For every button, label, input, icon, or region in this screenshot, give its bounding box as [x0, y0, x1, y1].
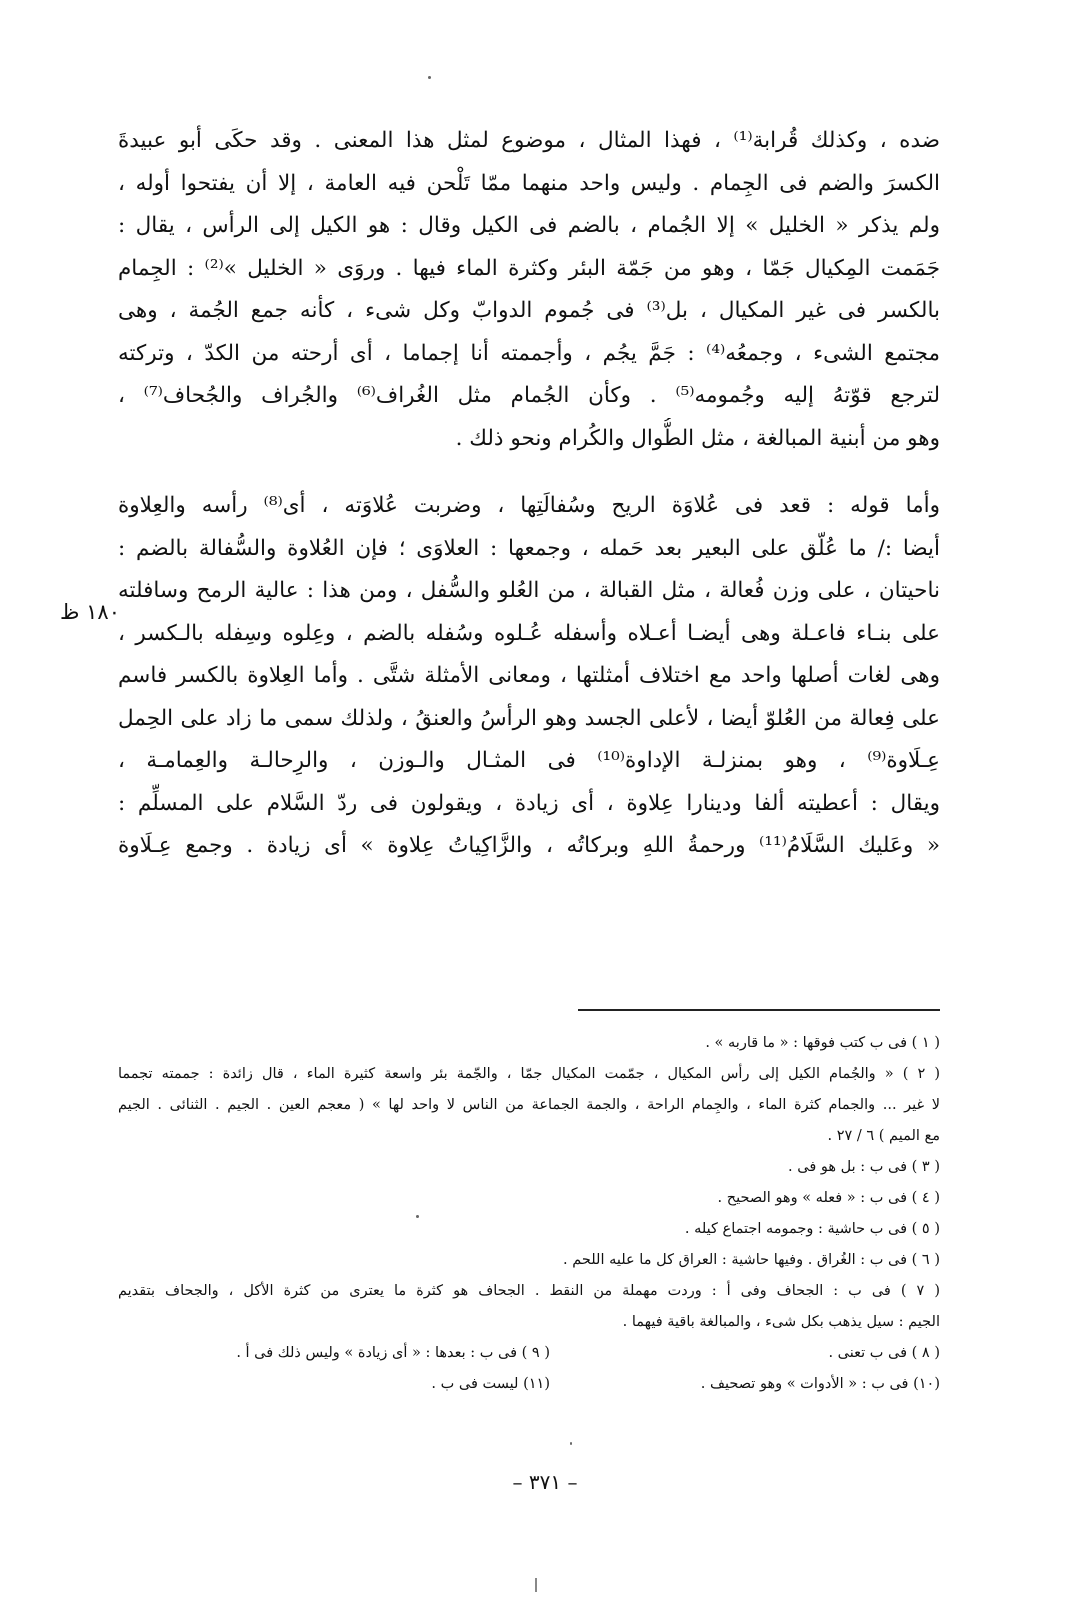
text-line: الكسرَ والضم فى الجِمام . وليس واحد منهما ممّا تَلْحن فيه العامة ، إلا أن يفتحوا أوله ، — [118, 170, 940, 196]
page-number: – ٣٧١ – — [512, 1470, 578, 1494]
footnote-6: ( ٦ ) فى ب : الغُراق . وفيها حاشية : العراق كل ما عليه اللحم . — [563, 1252, 940, 1268]
paragraph-2 — [118, 485, 940, 868]
footnote-2-continued: لا غير ... والجمام كثرة الماء ، والجِمام الراحة ، والجمة الجماعة من الناس لا واحد لها » ( معجم العين . الجيم . الثنائى . الجيم — [118, 1097, 940, 1113]
text-line: أيضا :/ ما عُلّق على البعير بعد حَمله ، وجمعها : العلاوَى ؛ فإن العُلاوة والسُّفالة بالضم : — [118, 535, 940, 561]
footnote-8: ( ٨ ) فى ب تعنى . — [828, 1345, 940, 1361]
footnote-4: ( ٤ ) فى ب : « فعله » وهو الصحيح . — [717, 1190, 940, 1206]
paragraph-1 — [118, 120, 940, 460]
text-line: ناحيتان ، على وزن فُعالة ، مثل القبالة ، من العُلو والسُّفل ، ومن هذا : عالية الرمح وسافلته — [118, 578, 940, 603]
main-text — [118, 120, 940, 868]
text-line: بالكسر فى غير المكيال ، بل⁽³⁾ فى جُموم الدوابّ وكل شىء ، كأنه جمع الجُمة ، وهى — [118, 298, 940, 323]
manuscript-folio-marker: ١٨٠ ظ — [60, 600, 120, 624]
text-line: وهى لغات أصلها واحد مع اختلاف أمثلتها ، ومعانى الأمثلة شتَّى . وأما العِلاوة بالكسر فاسم — [118, 663, 940, 688]
footnote-3: ( ٣ ) فى ب : بل هو فى . — [788, 1159, 940, 1175]
print-speck — [570, 1442, 572, 1445]
footnote-2: ( ٢ ) « والجُمام الكيل إلى رأس المكيال ، جمّمت المكيال جمّا ، والجّمة بئر واسعة كثيرة الماء ، قال زائدة : جممته تجمما — [118, 1066, 940, 1082]
footnotes — [118, 1028, 940, 1400]
text-line: ويقال : أعطيته ألفا ودينارا عِلاوة ، أى زيادة ، ويقولون فى ردّ السَّلام على المسلِّم : — [118, 790, 940, 816]
paragraph-spacer — [118, 460, 940, 485]
text-line: « وعَليك السَّلَامُ⁽¹¹⁾ ورحمةُ اللهِ وبركاتُه ، والزَّاكِياتُ عِلاوة » أى زيادة . وجمع عِـلَاوة — [118, 833, 940, 858]
text-line: مجتمع الشىء ، وجمعُه⁽⁴⁾ : جَمَّ يجُم ، وأجممته أنا إجماما ، أى أرحته من الكدّ ، وتركته — [118, 340, 940, 366]
footnote-7: ( ٧ ) فى ب : الجحاف وفى أ : وردت مهملة من النقط . الجحاف هو كثرة ما يعترى من كثرة الأكل ، والجحاف بتقديم — [118, 1283, 940, 1299]
footnote-separator — [578, 1009, 940, 1011]
text-line: على بنـاء فاعـلة وهى أيضـا أعـلاه وأسفله عُـلوه وسُفله بالضم ، وعِلوه وسِفله بالـكسر ، — [118, 620, 940, 646]
footnote-11: (١١) ليست فى ب . — [431, 1376, 550, 1392]
footnote-9: ( ٩ ) فى ب : بعدها : « أى زيادة » وليس ذلك فى أ . — [236, 1345, 550, 1361]
footnote-10: (١٠) فى ب : « الأدوات » وهو تصحيف . — [700, 1376, 940, 1392]
text-line: ضده ، وكذلك قُرابة⁽¹⁾ ، فهذا المثال ، موضوع لمثل هذا المعنى . وقد حكَى أبو عبيدةَ — [118, 128, 940, 153]
footnote-5: ( ٥ ) فى ب حاشية : وجمومه اجتماع كيله . — [684, 1221, 940, 1237]
footnote-row — [118, 1369, 940, 1400]
text-line: وهو من أبنية المبالغة ، مثل الطُّوال والكُرام ونحو ذلك . — [455, 425, 940, 451]
print-speck — [428, 76, 431, 79]
footnote-2-end: مع الميم ) ٦ / ٢٧ . — [827, 1128, 940, 1144]
text-line: جَمَمت المِكيال جَمّا ، وهو من جَمّة البئر وكثرة الماء فيها . وروَى « الخليل »⁽²⁾ : الجِمام — [118, 255, 940, 281]
text-line: عِـلَاوة⁽⁹⁾ ، وهو بمنزلـة الإداوة⁽¹⁰⁾ فى المثـال والـوزن ، والرِحالـة والعِمامـة ، — [118, 748, 940, 773]
footnote-row — [118, 1338, 940, 1369]
text-line: على فِعالة من العُلوّ أيضا ، لأعلى الجسد وهو الرأسُ والعنقُ ، ولذلك سمى ما زاد على الحِمل — [118, 705, 940, 731]
print-speck — [535, 1578, 537, 1592]
text-line: ولم يذكر « الخليل » إلا الجُمام ، بالضم فى الكيل وقال : هو الكيل إلى الرأس ، يقال : — [118, 213, 940, 238]
footnote-7-continued: الجيم : سيل يذهب بكل شىء ، والمبالغة باقية فيهما . — [622, 1314, 940, 1330]
footnote-1: ( ١ ) فى ب كتب فوقها : « ما قاربه » . — [705, 1035, 940, 1051]
text-line: لترجع قوّتهُ إليه وجُمومه⁽⁵⁾ . وكأن الجُمام مثل الغُراف⁽⁶⁾ والجُراف والجُحاف⁽⁷⁾ ، — [118, 383, 940, 408]
print-speck — [416, 1215, 419, 1218]
text-line: وأما قوله : قعد فى عُلاوَة الريح وسُفالَتِها ، وضربت عُلاوَته ، أى⁽⁸⁾ رأسه والعِلاوة — [118, 493, 940, 518]
